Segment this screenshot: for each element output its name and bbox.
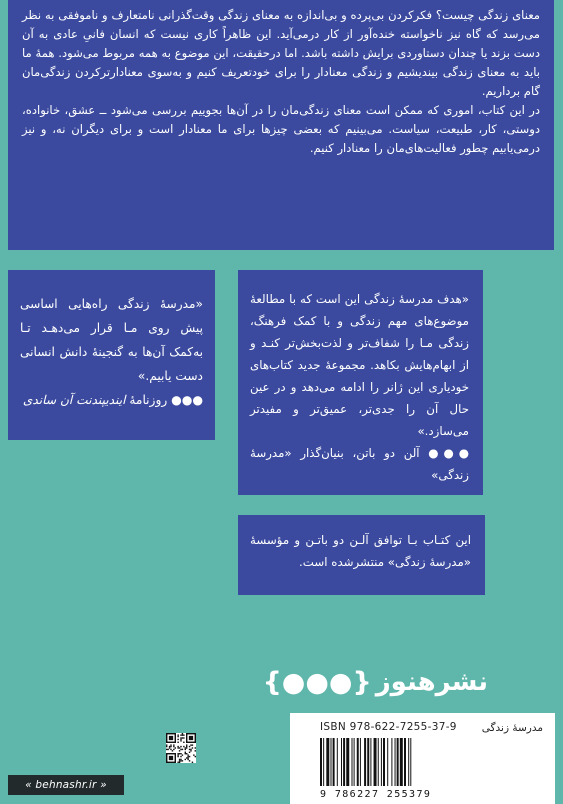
barcode-bars [320, 738, 490, 786]
isbn-text: ISBN 978-622-7255-37-9 [320, 721, 457, 733]
quote-independent-text: «مدرسهٔ زندگی راه‌هایی اساسی پیش روی مـا قرار می‌دهـد تـا به‌کمک آن‌ها به گنجینهٔ دانش انسانی دست یابیم.» [20, 297, 203, 383]
quote-de-botton-text: «هدف مدرسهٔ زندگی این است که با مطالعهٔ موضوع‌های مهم زندگی و با کمک فرهنگ، زندگی مـا را شفاف‌تر و لذت‌بخش‌تر کنـد و از ابهام‌هایش بکاهد. مجموعهٔ جدید کتاب‌های خودیاری این ژانر را ادامه می‌دهد و در عین حال آن را جدی‌تر، عمیق‌تر و مفیدتر می‌سازد.» [250, 292, 469, 438]
publication-note-text: این کتـاب بـا توافق آلـن دو باتـن و مؤسسهٔ «مدرسهٔ زندگی» منتشرشده است. [250, 533, 471, 569]
barcode-digits: 9 786227 255379 [320, 789, 432, 800]
intro-text-box [8, 0, 554, 250]
quote-box-independent [8, 270, 215, 440]
quote-independent-source-name: ایندیپندنت آن ساندی [22, 393, 126, 407]
series-label: مدرسهٔ زندگی [481, 722, 543, 734]
quote-independent-source [20, 388, 203, 412]
publisher-name: نشرهنوز [375, 667, 488, 697]
quote-box-de-botton [238, 270, 483, 495]
barcode-panel [290, 713, 555, 804]
publisher-braces-mark: {●●●} [262, 666, 372, 698]
watermark-badge [8, 775, 124, 795]
publisher-logo [262, 662, 488, 702]
intro-paragraph-1: معنای زندگی چیست؟ فکرکردن بی‌پرده و بی‌اندازه به معنای زندگی وقت‌گذرانی نامتعارف و ناموفقی به نظر می‌رسد که گاه نیز ناخواسته خنده‌آور از کار درمی‌آید. این ظاهراً کاری نیست که انسان فانیِ عادی به آن دست بزند یا چندان دستاوردی برایش داشته باشد. اما درحقیقت، این موضوع به همه مربوط می‌شود. همهٔ ما باید به معنای زندگی بیندیشیم و زندگی معنادار را برای خودتعریف کنیم و به‌سوی معنادارترکردن زندگی‌مان گام برداریم. [22, 8, 540, 98]
qr-code-icon [166, 733, 196, 763]
quote-de-botton-source: ●●● آلن دو باتن، بنیان‌گذار «مدرسهٔ زندگی» [250, 446, 469, 482]
intro-paragraph-2: در این کتاب، اموری که ممکن است معنای زندگی‌مان را در آن‌ها بجوییم بررسی می‌شود ــ عشق، خانواده، دوستی، کار، طبیعت، سیاست. می‌بینیم که بعضی چیزها برای ما معنادار است و برای دیگران نه، و نیز درمی‌یابیم چطور فعالیت‌های‌مان را معنادار کنیم. [22, 103, 540, 155]
quote-independent-source-prefix: ●●● روزنامهٔ [129, 393, 203, 407]
watermark-text: « behnashr.ir » [25, 779, 107, 791]
publication-note-box [238, 515, 485, 595]
